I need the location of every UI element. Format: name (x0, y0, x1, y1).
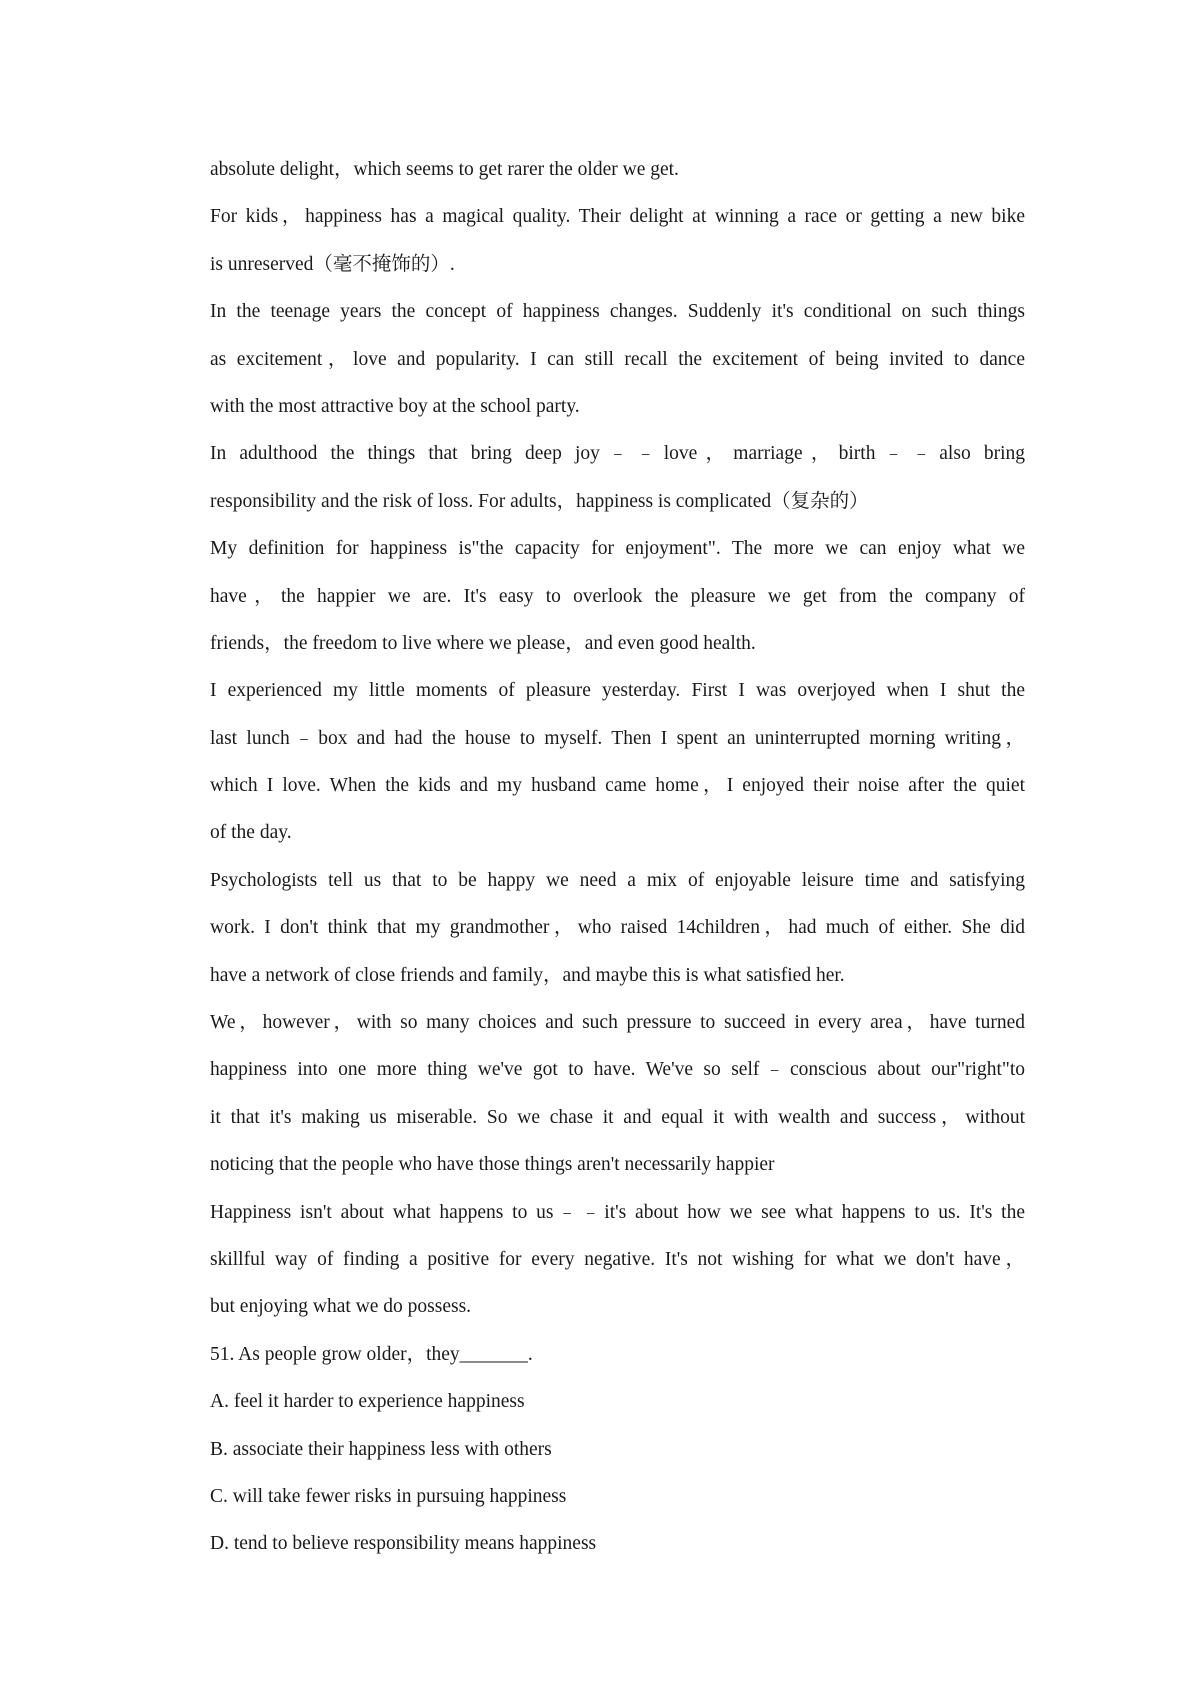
passage-line: noticing that the people who have those things aren't necessarily happier (210, 1154, 775, 1176)
option-b: B. associate their happiness less with others (210, 1438, 552, 1460)
passage-line: friends，the freedom to live where we please，and even good health. (210, 632, 756, 654)
passage-line: work. I don't think that my grandmother，who raised 14children，had much of either. She did (210, 917, 1025, 939)
passage-line: For kids，happiness has a magical quality. Their delight at winning a race or getting a new bike (210, 206, 1025, 228)
passage-line: is unreserved（毫不掩饰的）. (210, 253, 455, 275)
passage-line: it that it's making us miserable. So we chase it and equal it with wealth and success，without (210, 1106, 1025, 1128)
passage-line: skillful way of finding a positive for every negative. It's not wishing for what we don't have， (210, 1248, 1025, 1270)
passage-line: Happiness isn't about what happens to us﹣﹣it's about how we see what happens to us. It's the (210, 1201, 1025, 1223)
question-stem: 51. As people grow older，they_______. (210, 1343, 533, 1365)
document-content (210, 151, 1025, 1573)
passage-line: Psychologists tell us that to be happy we need a mix of enjoyable leisure time and satisfying (210, 869, 1025, 891)
option-c: C. will take fewer risks in pursuing happiness (210, 1485, 567, 1507)
option-d: D. tend to believe responsibility means happiness (210, 1533, 597, 1555)
passage-line: absolute delight，which seems to get rarer the older we get. (210, 159, 679, 180)
passage-line: which I love. When the kids and my husband came home，I enjoyed their noise after the quiet (210, 775, 1025, 797)
passage-line: I experienced my little moments of pleasure yesterday. First I was overjoyed when I shut the (210, 680, 1025, 702)
passage-line: We，however，with so many choices and such pressure to succeed in every area，have turned (210, 1012, 1025, 1034)
passage-line: but enjoying what we do possess. (210, 1296, 472, 1318)
passage-line: responsibility and the risk of loss. For adults，happiness is complicated（复杂的） (210, 490, 869, 512)
passage-line: happiness into one more thing we've got to have. We've so self﹣conscious about our"right"to (210, 1059, 1025, 1081)
passage-line: My definition for happiness is"the capacity for enjoyment". The more we can enjoy what we (210, 538, 1025, 560)
passage-line: In adulthood the things that bring deep joy﹣﹣love，marriage，birth﹣﹣also bring (210, 443, 1025, 465)
passage-line: with the most attractive boy at the school party. (210, 395, 580, 417)
passage-line: of the day. (210, 822, 292, 844)
option-a: A. feel it harder to experience happiness (210, 1391, 525, 1413)
passage-line: have，the happier we are. It's easy to overlook the pleasure we get from the company of (210, 585, 1025, 607)
reading-passage (210, 151, 1025, 1336)
passage-line: as excitement，love and popularity. I can still recall the excitement of being invited to dance (210, 348, 1025, 370)
answer-options (210, 1383, 1025, 1573)
passage-line: last lunch﹣box and had the house to myself. Then I spent an uninterrupted morning writing， (210, 727, 1025, 749)
passage-line: have a network of close friends and family，and maybe this is what satisfied her. (210, 964, 845, 986)
passage-line: In the teenage years the concept of happiness changes. Suddenly it's conditional on such things (210, 301, 1025, 323)
